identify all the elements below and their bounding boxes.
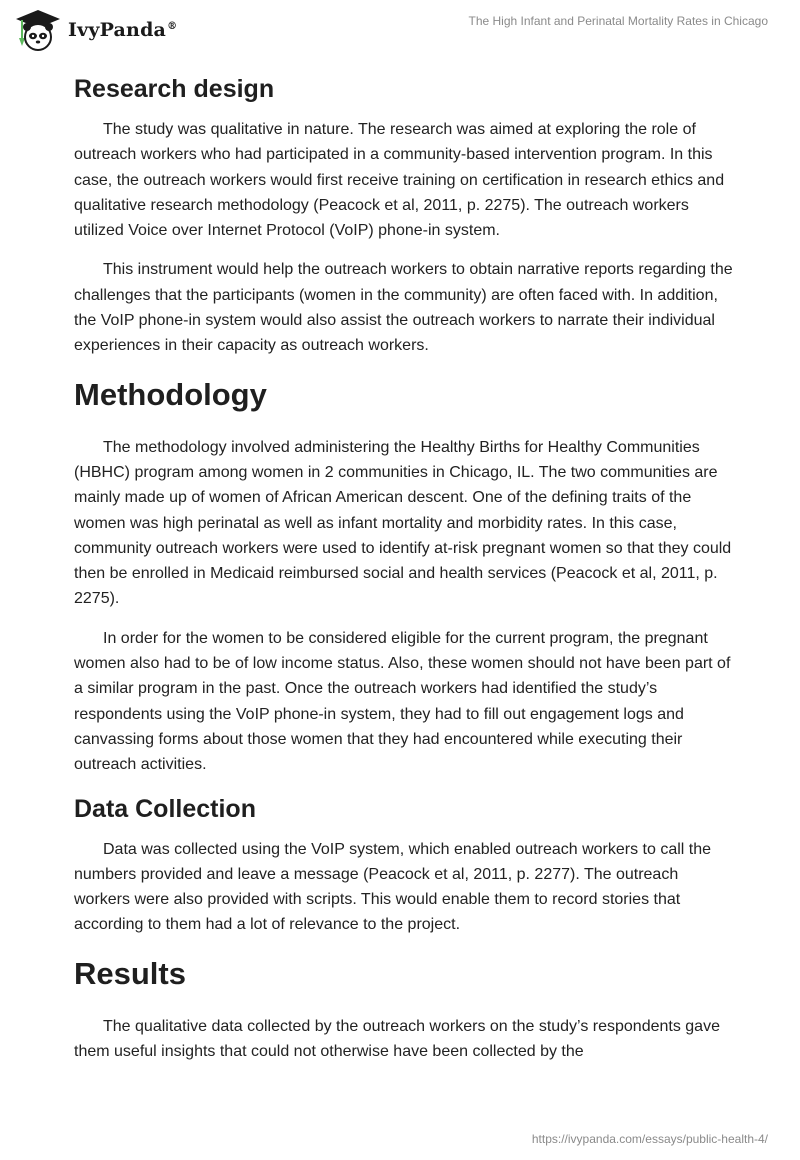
ivypanda-logo[interactable]: [14, 8, 177, 52]
document-title: The High Infant and Perinatal Mortality Rates in Chicago: [468, 14, 768, 28]
source-url[interactable]: https://ivypanda.com/essays/public-health-4/: [531, 1132, 768, 1146]
brand-name: IvyPanda®: [68, 19, 178, 41]
section-heading-data-collection: Data Collection: [74, 794, 256, 823]
paragraph: The study was qualitative in nature. The research was aimed at exploring the role of outreach workers who had participated in a community-based intervention program. In this case, the outreach workers would first receive training on certification in research ethics and qualitative research methodology (Peacock et al, 2011, p. 2275). The outreach workers utilized Voice over Internet Protocol (VoIP) phone-in system.: [74, 121, 725, 240]
section-heading-research-design: Research design: [74, 75, 275, 103]
paragraph: The methodology involved administering the Healthy Births for Healthy Communities (HBHC) program among women in 2 communities in Chicago, IL. The two communities are mainly made up of women of African American descent. One of the defining traits of the women was high perinatal as well as infant mortality and morbidity rates. In this case, community outreach workers were used to identify at-risk pregnant women so that they could then be enrolled in Medicaid reimbursed social and health services (Peacock et al, 2011, p. 2275).: [74, 438, 732, 608]
panda-graduate-icon: [14, 8, 62, 52]
paragraph: In order for the women to be considered eligible for the current program, the pregnant women also had to be of low income status. Also, these women should not have been part of a similar program in the past. Once the outreach workers had identified the study’s respondents using the VoIP phone-in system, they had to fill out engagement logs and canvassing forms about those women that they had encountered while executing their outreach activities.: [74, 629, 731, 774]
section-heading-methodology: Methodology: [74, 376, 267, 412]
section-heading-results: Results: [74, 955, 186, 991]
paragraph: The qualitative data collected by the outreach workers on the study’s respondents gave them useful insights that could not otherwise have been collected by the: [74, 1017, 720, 1061]
page-header: [0, 0, 800, 60]
paragraph: Data was collected using the VoIP system, which enabled outreach workers to call the numbers provided and leave a message (Peacock et al, 2011, p. 2277). The outreach workers were also provided with scripts. This would enable them to record stories that according to them had a lot of relevance to the project.: [74, 840, 712, 934]
paragraph: This instrument would help the outreach workers to obtain narrative reports regarding the challenges that the participants (women in the community) are often faced with. In addition, the VoIP phone-in system would also assist the outreach workers to narrate their individual experiences in their capacity as outreach workers.: [74, 261, 733, 355]
article-body: [74, 72, 734, 1064]
